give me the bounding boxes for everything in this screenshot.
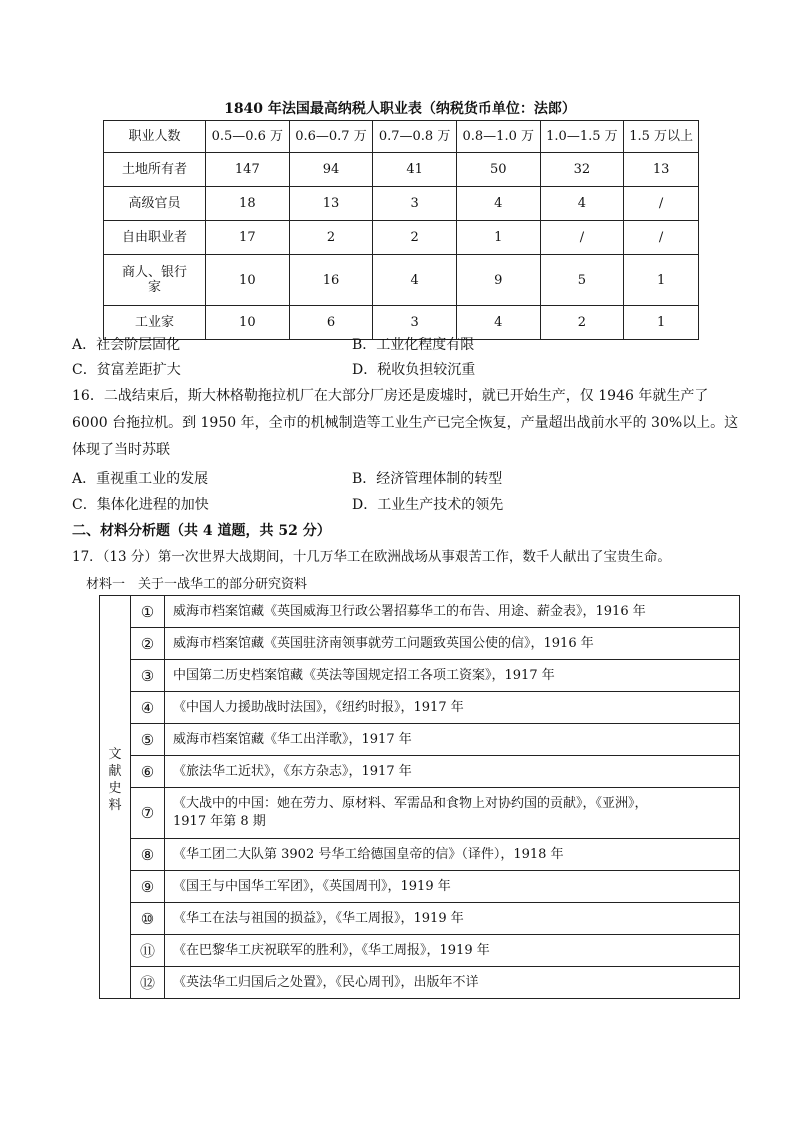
source-number: ⑥ [131,756,165,788]
source-number: ⑨ [131,871,165,903]
table-cell: 4 [456,187,540,221]
table-cell: 6 [289,306,373,340]
q15-option-d: D．税收负担较沉重 [352,362,476,378]
source-text [165,788,740,839]
table-cell: 9 [456,255,540,306]
table-cell: 17 [206,221,290,255]
taxpayer-table [103,120,699,340]
table-cell: 16 [289,255,373,306]
source-row [100,660,740,692]
source-text-line: 1917 年第 8 期 [173,814,266,829]
source-row [100,596,740,628]
section-heading: 二、材料分析题（共 4 道题，共 52 分） [72,523,331,539]
source-number: ⑪ [131,935,165,967]
row-label: 高级官员 [104,187,206,221]
source-row [100,628,740,660]
table-cell: 4 [373,255,457,306]
q17-intro: 17．（13 分）第一次世界大战期间，十几万华工在欧洲战场从事艰苦工作，数千人献出了宝贵生命。 [72,549,671,565]
source-row [100,839,740,871]
source-text [165,839,740,871]
source-row [100,756,740,788]
source-number: ③ [131,660,165,692]
source-text [165,756,740,788]
source-text [165,692,740,724]
source-text [165,903,740,935]
table-cell: 94 [289,153,373,187]
source-text-line: 《华工团二大队第 3902 号华工给德国皇帝的信》（译件），1918 年 [173,846,564,862]
source-text-line: 威海市档案馆藏《英国驻济南领事就劳工问题致英国公使的信》，1916 年 [173,635,594,651]
column-header: 0.5—0.6 万 [206,121,290,153]
source-text [165,967,740,999]
source-text-line: 《旅法华工近状》，《东方杂志》，1917 年 [173,763,412,779]
table-cell: 4 [540,187,624,221]
table-row [104,255,699,306]
table-cell: 2 [540,306,624,340]
source-text-line: 威海市档案馆藏《华工出洋歌》，1917 年 [173,731,412,747]
table-cell: 1 [456,221,540,255]
table-cell: 13 [624,153,699,187]
side-label: 文 献 史 料 [100,596,131,999]
column-header: 0.8—1.0 万 [456,121,540,153]
table-row [104,153,699,187]
table-cell: 2 [289,221,373,255]
table-cell: / [624,187,699,221]
table-cell: 147 [206,153,290,187]
table-row [104,187,699,221]
source-row [100,903,740,935]
q16-option-c: C．集体化进程的加快 [72,497,209,513]
source-text [165,596,740,628]
column-header: 0.6—0.7 万 [289,121,373,153]
source-text [165,935,740,967]
column-header: 职业人数 [104,121,206,153]
table-row [104,221,699,255]
table-cell: 1 [624,306,699,340]
source-row [100,871,740,903]
source-text-line: 《中国人力援助战时法国》，《纽约时报》，1917 年 [173,699,464,715]
material-label: 材料一 关于一战华工的部分研究资料 [86,577,308,592]
q16-option-a: A．重视重工业的发展 [72,471,209,487]
source-row [100,935,740,967]
sources-table [99,595,740,999]
q16-option-d: D．工业生产技术的领先 [352,497,504,513]
q16-option-b: B．经济管理体制的转型 [352,471,503,487]
source-text-line: 中国第二历史档案馆藏《英法等国规定招工各项工资案》，1917 年 [173,667,555,683]
source-text-line: 《大战中的中国：她在劳力、原材料、军需品和食物上对协约国的贡献》，《亚洲》， [173,796,648,811]
table-cell: 10 [206,255,290,306]
q15-option-a: A．社会阶层固化 [72,337,181,353]
table-cell: 3 [373,306,457,340]
table-cell: 4 [456,306,540,340]
table-cell: 32 [540,153,624,187]
table-header-row [104,121,699,153]
source-text [165,871,740,903]
row-label: 土地所有者 [104,153,206,187]
q16-line-3: 体现了当时苏联 [72,442,170,458]
table-cell: 3 [373,187,457,221]
row-label: 工业家 [104,306,206,340]
table-cell: / [624,221,699,255]
source-number: ⑤ [131,724,165,756]
source-text [165,724,740,756]
table-cell: / [540,221,624,255]
table-title: 1840 年法国最高纳税人职业表（纳税货币单位：法郎） [224,101,576,117]
source-number: ② [131,628,165,660]
q16-line-2: 6000 台拖拉机。到 1950 年，全市的机械制造等工业生产已完全恢复，产量超出战前水平的 30%以上。这 [72,415,739,431]
source-text [165,628,740,660]
table-cell: 13 [289,187,373,221]
column-header: 1.0—1.5 万 [540,121,624,153]
table-cell: 5 [540,255,624,306]
source-text-line: 《在巴黎华工庆祝联军的胜利》，《华工周报》，1919 年 [173,942,490,958]
source-text-line: 威海市档案馆藏《英国威海卫行政公署招募华工的布告、用途、薪金表》，1916 年 [173,603,646,619]
table-cell: 41 [373,153,457,187]
source-number: ⑩ [131,903,165,935]
source-number: ④ [131,692,165,724]
column-header: 1.5 万以上 [624,121,699,153]
table-cell: 18 [206,187,290,221]
source-row [100,724,740,756]
q15-option-b: B．工业化程度有限 [352,337,475,353]
table-cell: 10 [206,306,290,340]
source-text-line: 《国王与中国华工军团》，《英国周刊》，1919 年 [173,878,451,894]
row-label: 商人、银行家 [104,255,206,306]
source-number: ① [131,596,165,628]
table-cell: 1 [624,255,699,306]
source-number: ⑧ [131,839,165,871]
source-row [100,967,740,999]
row-label: 自由职业者 [104,221,206,255]
source-text-line: 《华工在法与祖国的损益》，《华工周报》，1919 年 [173,910,464,926]
source-text-line: 《英法华工归国后之处置》，《民心周刊》，出版年不详 [173,974,479,990]
q15-option-c: C．贫富差距扩大 [72,362,181,378]
column-header: 0.7—0.8 万 [373,121,457,153]
q16-line-1: 16．二战结束后，斯大林格勒拖拉机厂在大部分厂房还是废墟时，就已开始生产，仅 1946 年就生产了 [72,388,709,404]
table-cell: 2 [373,221,457,255]
source-number: ⑦ [131,788,165,839]
source-text [165,660,740,692]
source-row [100,692,740,724]
source-row [100,788,740,839]
source-number: ⑫ [131,967,165,999]
table-cell: 50 [456,153,540,187]
